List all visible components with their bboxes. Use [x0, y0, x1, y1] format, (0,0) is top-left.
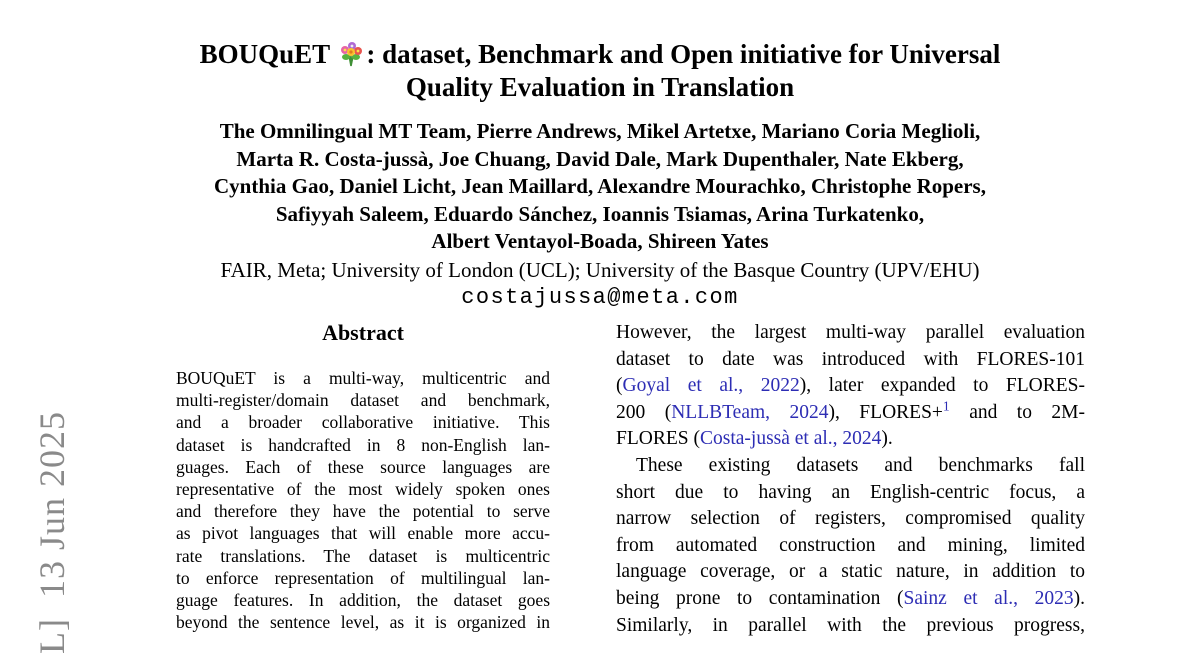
- text-segment: representative of the most widely spoken ones: [176, 479, 550, 500]
- contact-email-link[interactable]: costajussa@meta.com: [461, 285, 739, 310]
- text-segment: ), later expanded to FLORES-: [799, 375, 1085, 397]
- text-segment: multi-register/domain dataset and benchmark,: [176, 390, 550, 411]
- superscript: [943, 398, 950, 413]
- text-segment: to enforce representation of multilingual lan-: [176, 567, 550, 588]
- text-line: [616, 533, 1085, 560]
- text-line: [176, 456, 550, 478]
- text-segment: rate translations. The dataset is multicentric: [176, 545, 550, 566]
- text-segment: short due to having an English-centric focus, a: [616, 481, 1085, 503]
- text-segment: FLORES (: [616, 428, 700, 450]
- citation-link[interactable]: NLLBTeam, 2024: [671, 401, 829, 423]
- text-line: [176, 434, 550, 456]
- citation-link[interactable]: Goyal et al., 2022: [622, 375, 800, 397]
- author-list: [90, 118, 1110, 256]
- footnote-marker[interactable]: 1: [942, 398, 950, 414]
- abstract-heading: Abstract: [322, 320, 404, 345]
- citation-link[interactable]: Sainz et al., 2023: [903, 587, 1074, 609]
- text-line: [176, 389, 550, 411]
- text-segment: ), FLORES+: [828, 401, 943, 423]
- left-column: [176, 320, 550, 633]
- author-line: Albert Ventayol-Boada, Shireen Yates: [431, 229, 769, 253]
- text-segment: guages. Each of these source languages are: [176, 456, 550, 477]
- text-segment: BOUQuET is a multi-way, multicentric and: [176, 368, 550, 388]
- text-line: [176, 478, 550, 500]
- text-segment: ).: [1073, 587, 1086, 609]
- text-segment: beyond the sentence level, as it is organized in: [176, 612, 550, 633]
- arxiv-watermark: L] 13 Jun 2025: [32, 411, 72, 654]
- text-line: [616, 480, 1085, 507]
- text-line: [176, 611, 550, 633]
- text-segment: dataset is handcrafted in 8 non-English lan-: [176, 434, 550, 455]
- title-line-1: [100, 38, 1100, 71]
- text-line: [616, 613, 1085, 640]
- author-line: The Omnilingual MT Team, Pierre Andrews, Mikel Artetxe, Mariano Coria Meglioli,: [219, 119, 981, 143]
- text-line: [616, 320, 1085, 347]
- citation-link[interactable]: Costa-jussà et al., 2024: [699, 428, 882, 450]
- title-text-pre: BOUQuET: [199, 39, 337, 69]
- right-column: [616, 320, 1085, 639]
- text-line: [176, 500, 550, 522]
- bouquet-emoji-icon: [338, 41, 364, 67]
- text-segment: These existing datasets and benchmarks fall: [636, 454, 1085, 476]
- text-segment: and to 2M-: [949, 401, 1085, 423]
- text-line: [616, 373, 1085, 400]
- text-line: [616, 426, 1085, 453]
- text-line: [616, 400, 1085, 427]
- abstract-body: [176, 367, 550, 633]
- author-line: Marta R. Costa-jussà, Joe Chuang, David Dale, Mark Dupenthaler, Nate Ekberg,: [236, 146, 964, 171]
- text-segment: language coverage, or a static nature, in addition to: [616, 561, 1085, 583]
- text-line: [616, 347, 1085, 374]
- text-line: [616, 453, 1085, 480]
- title-text-post: : dataset, Benchmark and Open initiative for Universal: [366, 39, 1001, 69]
- author-line: Safiyyah Saleem, Eduardo Sánchez, Ioannis Tsiamas, Arina Turkatenko,: [275, 201, 925, 226]
- text-segment: 200 (: [616, 401, 672, 423]
- text-line: [616, 559, 1085, 586]
- text-line: [176, 522, 550, 544]
- text-segment: from automated construction and mining, limited: [616, 534, 1085, 556]
- text-segment: and a broader collaborative initiative. This: [176, 412, 550, 433]
- title-line-2: Quality Evaluation in Translation: [405, 72, 795, 102]
- text-line: [176, 367, 550, 389]
- text-segment: guage features. In addition, the dataset goes: [176, 590, 550, 611]
- affiliation-line: FAIR, Meta; University of London (UCL); University of the Basque Country (UPV/EHU): [220, 258, 980, 282]
- text-line: [616, 506, 1085, 533]
- text-segment: However, the largest multi-way parallel evaluation: [616, 322, 1085, 343]
- text-segment: (: [616, 375, 623, 397]
- text-line: [176, 589, 550, 611]
- text-line: [176, 411, 550, 433]
- text-segment: Similarly, in parallel with the previous progress,: [616, 614, 1085, 636]
- text-segment: as pivot languages that will enable more accu-: [176, 523, 550, 544]
- paper-title: [100, 38, 1100, 104]
- text-segment: ).: [881, 428, 893, 450]
- text-line: [616, 586, 1085, 613]
- text-segment: dataset to date was introduced with FLORES-101: [616, 348, 1085, 370]
- text-line: [176, 567, 550, 589]
- author-line: Cynthia Gao, Daniel Licht, Jean Maillard, Alexandre Mourachko, Christophe Ropers,: [214, 174, 986, 198]
- text-segment: narrow selection of registers, compromised quality: [616, 508, 1085, 530]
- text-segment: being prone to contamination (: [616, 587, 904, 609]
- text-line: [176, 545, 550, 567]
- text-segment: and therefore they have the potential to serve: [176, 501, 550, 522]
